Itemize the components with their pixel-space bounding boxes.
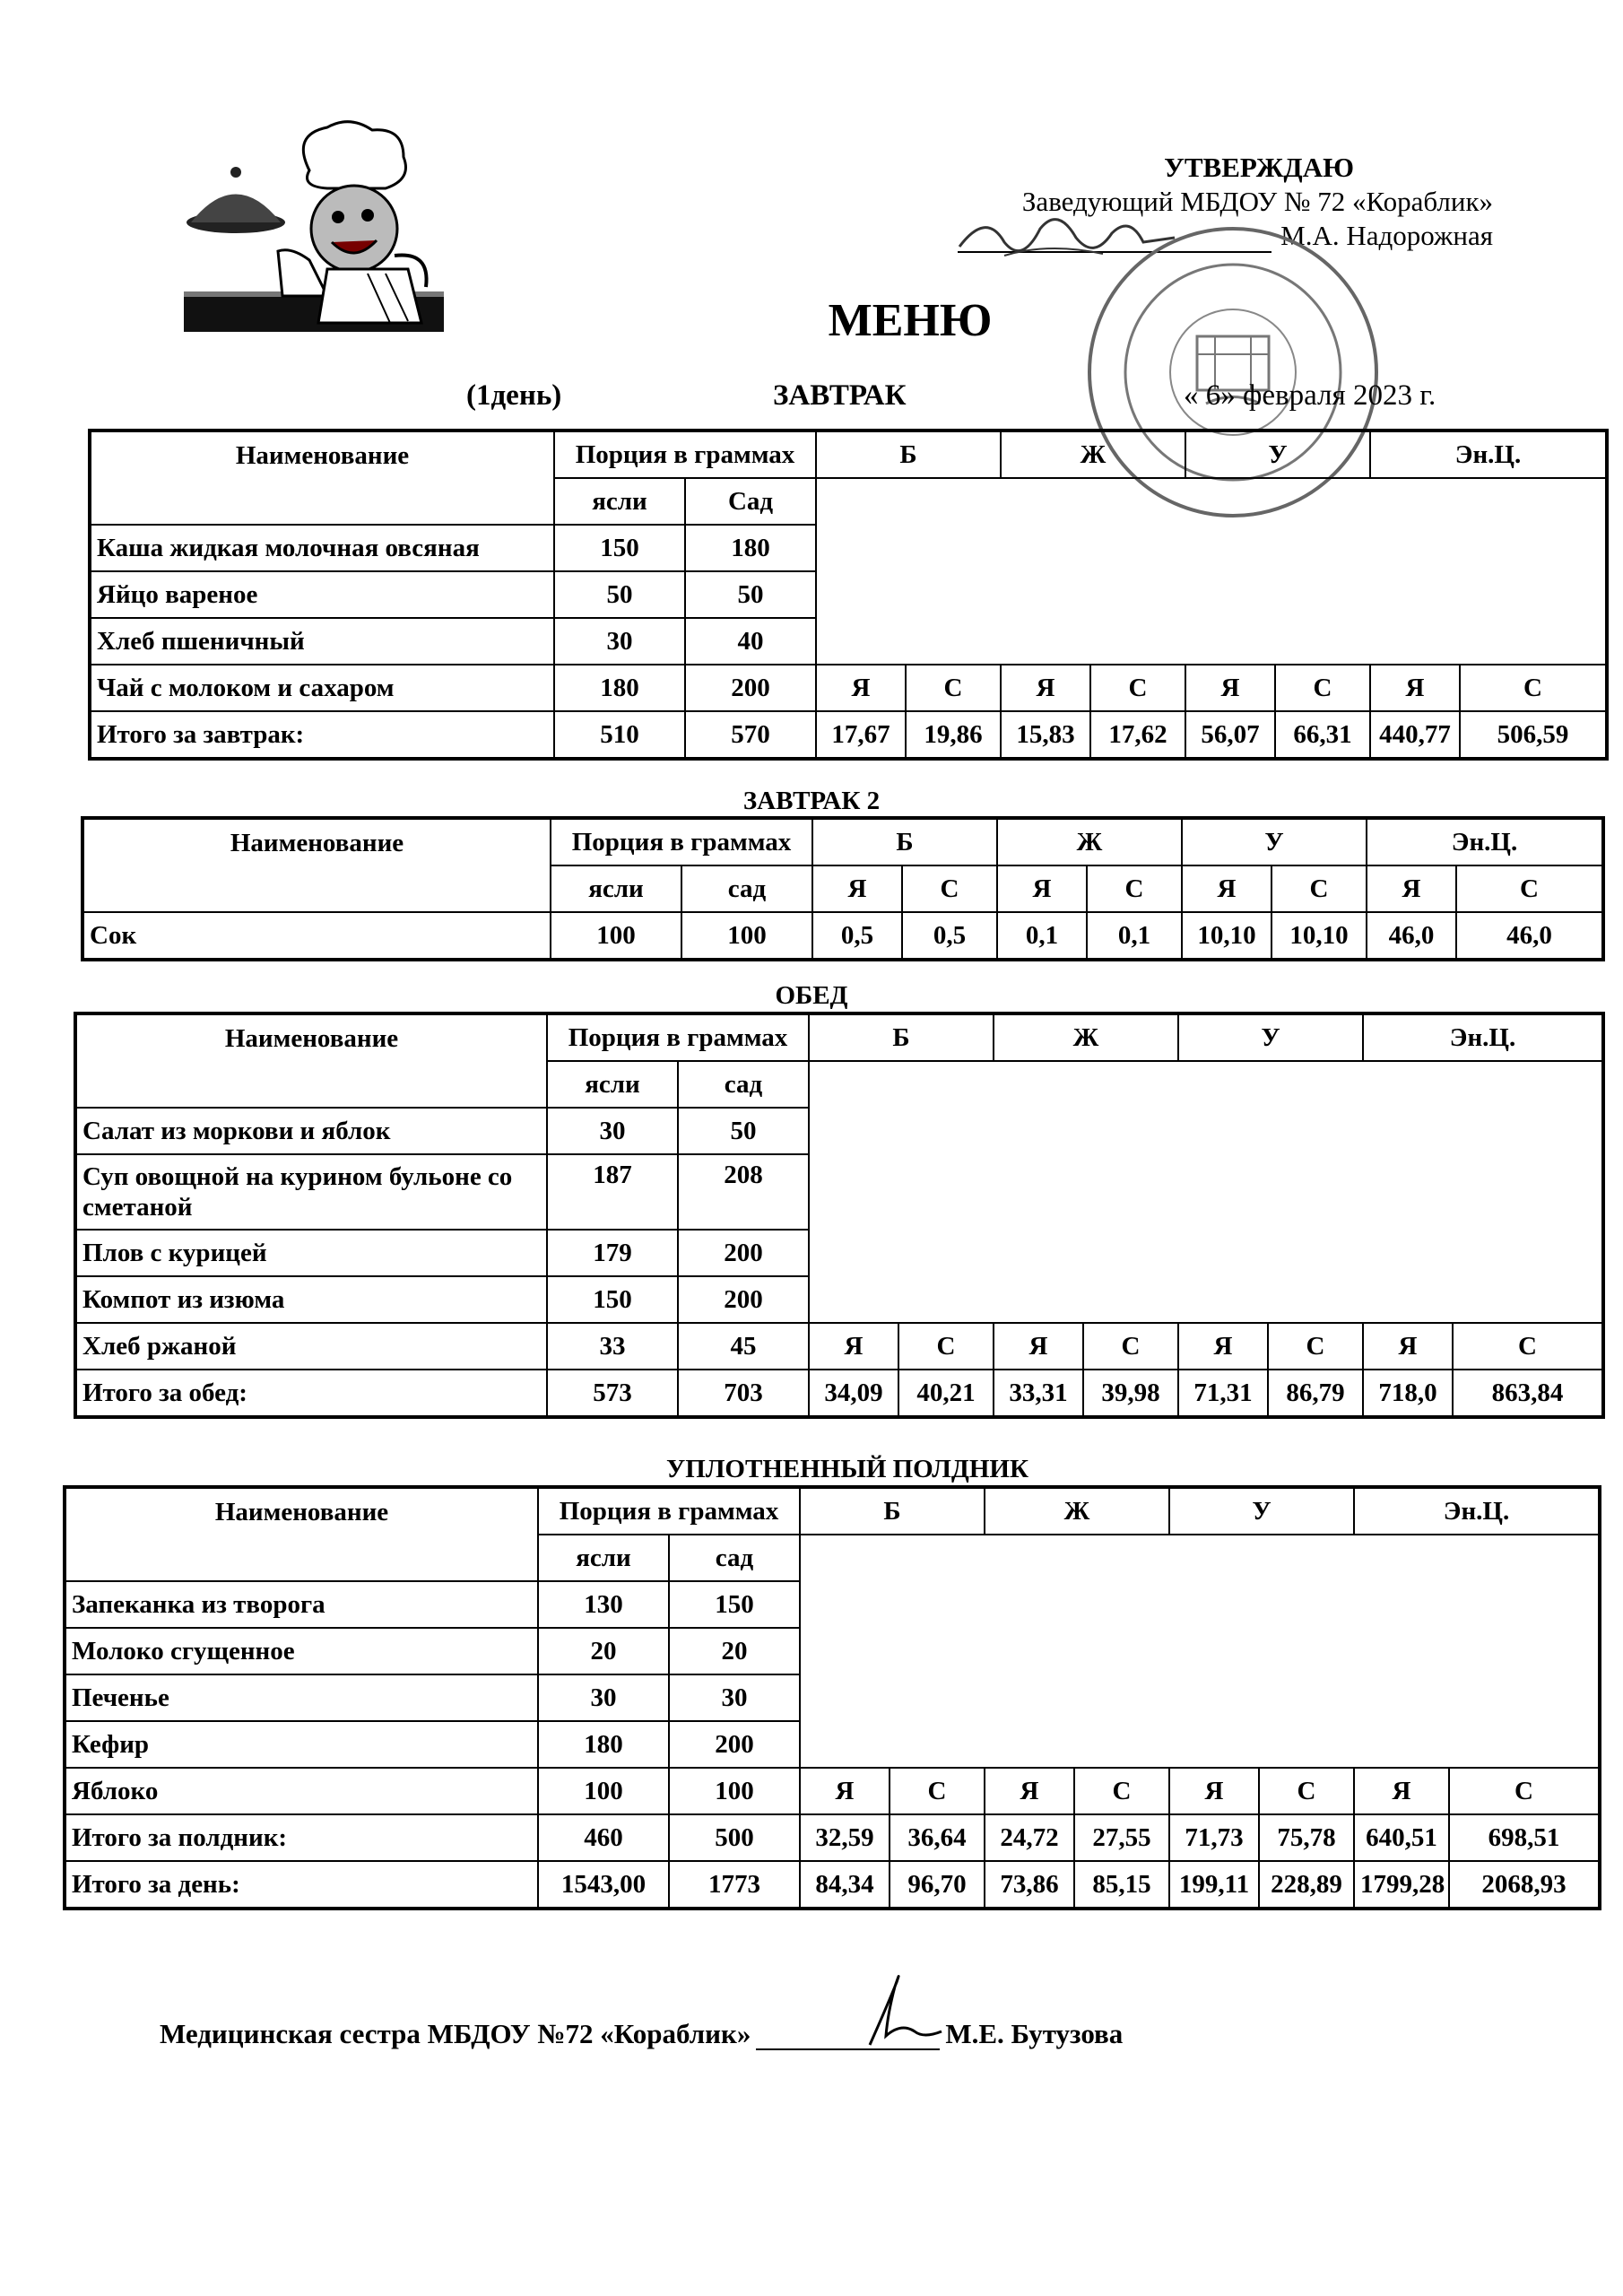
item-nursery: 100 [538, 1768, 669, 1814]
item-nursery: 30 [554, 618, 685, 665]
item-value: 0,5 [902, 912, 997, 960]
item-name: Каша жидкая молочная овсяная [90, 525, 554, 571]
item-garden: 30 [669, 1674, 800, 1721]
subheader-s: С [1074, 1768, 1169, 1814]
subheader-ya: Я [1363, 1323, 1453, 1370]
item-nursery: 50 [554, 571, 685, 618]
total-name: Итого за завтрак: [90, 711, 554, 759]
item-garden: 40 [685, 618, 816, 665]
header-enc: Эн.Ц. [1354, 1487, 1600, 1535]
blank-area [800, 1535, 1600, 1768]
item-nursery: 100 [551, 912, 681, 960]
subheader-ya: Я [1367, 865, 1456, 912]
item-value: 46,0 [1456, 912, 1603, 960]
nurse-signature [852, 1969, 950, 2049]
item-name: Чай с молоком и сахаром [90, 665, 554, 711]
total-row [65, 1814, 1600, 1861]
item-nursery: 180 [554, 665, 685, 711]
page-title: МЕНЮ [828, 295, 993, 346]
header-u: У [1182, 818, 1367, 865]
subheader-s: С [1449, 1768, 1600, 1814]
table-row [65, 1768, 1600, 1814]
item-name: Яйцо вареное [90, 571, 554, 618]
header-enc: Эн.Ц. [1370, 430, 1607, 478]
total-value: 15,83 [1001, 711, 1090, 759]
day-total-row [65, 1861, 1600, 1909]
item-name: Сок [82, 912, 551, 960]
item-nursery: 179 [547, 1230, 678, 1276]
table-row [90, 665, 1607, 711]
item-name: Печенье [65, 1674, 538, 1721]
total-value: 863,84 [1453, 1370, 1603, 1417]
item-name: Запеканка из творога [65, 1581, 538, 1628]
section-title-snack: УПЛОТНЕННЫЙ ПОЛДНИК [665, 1455, 1029, 1483]
item-garden: 150 [669, 1581, 800, 1628]
breakfast2-table [81, 816, 1605, 961]
footer-signer: М.Е. Бутузова [945, 2018, 1124, 2049]
item-value: 46,0 [1367, 912, 1456, 960]
subheader-ya: Я [1178, 1323, 1268, 1370]
total-garden: 570 [685, 711, 816, 759]
footer-signature-line [160, 2016, 1123, 2050]
item-nursery: 150 [547, 1276, 678, 1323]
header-u: У [1178, 1013, 1363, 1061]
item-value: 0,1 [997, 912, 1087, 960]
subheader-ya: Я [800, 1768, 890, 1814]
total-value: 86,79 [1268, 1370, 1363, 1417]
subheader-ya: Я [1001, 665, 1090, 711]
total-value: 34,09 [809, 1370, 898, 1417]
item-garden: 200 [669, 1721, 800, 1768]
subheader-ya: Я [1185, 665, 1275, 711]
total-value: 506,59 [1460, 711, 1607, 759]
total-value: 19,86 [906, 711, 1001, 759]
subheader-ya: Я [1370, 665, 1460, 711]
subheader-s: С [1275, 665, 1370, 711]
day-total-value: 2068,93 [1449, 1861, 1600, 1909]
item-name: Плов с курицей [75, 1230, 547, 1276]
subheader-s: С [898, 1323, 994, 1370]
total-garden: 500 [669, 1814, 800, 1861]
total-value: 27,55 [1074, 1814, 1169, 1861]
total-value: 66,31 [1275, 711, 1370, 759]
header-garden: сад [669, 1535, 800, 1581]
header-zh: Ж [997, 818, 1182, 865]
item-garden: 200 [678, 1230, 809, 1276]
total-value: 71,73 [1169, 1814, 1259, 1861]
header-portion: Порция в граммах [547, 1013, 809, 1061]
header-b: Б [809, 1013, 994, 1061]
snack-table [63, 1485, 1601, 1910]
total-value: 39,98 [1083, 1370, 1178, 1417]
total-nursery: 573 [547, 1370, 678, 1417]
header-u: У [1185, 430, 1370, 478]
header-b: Б [816, 430, 1001, 478]
total-name: Итого за обед: [75, 1370, 547, 1417]
item-value: 0,1 [1087, 912, 1182, 960]
section-title-breakfast2: ЗАВТРАК 2 [742, 787, 881, 815]
item-nursery: 20 [538, 1628, 669, 1674]
total-value: 17,67 [816, 711, 906, 759]
subheader-s: С [890, 1768, 985, 1814]
header-garden: Сад [685, 478, 816, 525]
header-zh: Ж [985, 1487, 1169, 1535]
day-total-value: 1799,28 [1354, 1861, 1449, 1909]
total-value: 718,0 [1363, 1370, 1453, 1417]
subheader-ya: Я [997, 865, 1087, 912]
header-name: Наименование [65, 1487, 538, 1581]
day-total-name: Итого за день: [65, 1861, 538, 1909]
day-label: (1день) [466, 379, 562, 412]
header-zh: Ж [1001, 430, 1185, 478]
meal-label: ЗАВТРАК [773, 379, 907, 412]
header-garden: сад [678, 1061, 809, 1108]
subheader-s: С [1268, 1323, 1363, 1370]
total-garden: 703 [678, 1370, 809, 1417]
date-label: « 6» февраля 2023 г. [1184, 379, 1436, 412]
item-nursery: 33 [547, 1323, 678, 1370]
item-garden: 100 [681, 912, 812, 960]
day-total-value: 199,11 [1169, 1861, 1259, 1909]
blank-area [809, 1061, 1603, 1323]
total-value: 640,51 [1354, 1814, 1449, 1861]
item-nursery: 180 [538, 1721, 669, 1768]
header-nursery: ясли [538, 1535, 669, 1581]
header-b: Б [800, 1487, 985, 1535]
day-total-value: 96,70 [890, 1861, 985, 1909]
subheader-ya: Я [812, 865, 902, 912]
total-value: 33,31 [994, 1370, 1083, 1417]
header-nursery: ясли [554, 478, 685, 525]
item-garden: 45 [678, 1323, 809, 1370]
header-nursery: ясли [551, 865, 681, 912]
header-nursery: ясли [547, 1061, 678, 1108]
subheader-ya: Я [1169, 1768, 1259, 1814]
item-nursery: 30 [547, 1108, 678, 1154]
approval-signer: М.А. Надорожная [1280, 220, 1493, 251]
item-garden: 200 [678, 1276, 809, 1323]
total-name: Итого за полдник: [65, 1814, 538, 1861]
item-garden: 208 [678, 1154, 809, 1230]
subheader-s: С [902, 865, 997, 912]
subheader-s: С [1259, 1768, 1354, 1814]
item-name: Салат из моркови и яблок [75, 1108, 547, 1154]
total-nursery: 510 [554, 711, 685, 759]
lunch-table [74, 1012, 1605, 1419]
item-value: 10,10 [1182, 912, 1271, 960]
item-garden: 200 [685, 665, 816, 711]
total-value: 440,77 [1370, 711, 1460, 759]
day-total-nursery: 1543,00 [538, 1861, 669, 1909]
header-enc: Эн.Ц. [1363, 1013, 1603, 1061]
total-row [90, 711, 1607, 759]
subheader-ya: Я [994, 1323, 1083, 1370]
item-nursery: 150 [554, 525, 685, 571]
section-title-lunch: ОБЕД [775, 981, 848, 1010]
total-value: 40,21 [898, 1370, 994, 1417]
table-row [75, 1323, 1603, 1370]
item-garden: 20 [669, 1628, 800, 1674]
day-total-value: 73,86 [985, 1861, 1074, 1909]
item-name: Кефир [65, 1721, 538, 1768]
item-nursery: 187 [547, 1154, 678, 1230]
header-portion: Порция в граммах [538, 1487, 800, 1535]
subheader-s: С [1453, 1323, 1603, 1370]
item-garden: 50 [678, 1108, 809, 1154]
header-u: У [1169, 1487, 1354, 1535]
item-garden: 100 [669, 1768, 800, 1814]
footer-left-text: Медицинская сестра МБДОУ №72 «Кораблик» [160, 2018, 751, 2049]
subheader-s: С [1090, 665, 1185, 711]
total-value: 71,31 [1178, 1370, 1268, 1417]
subheader-s: С [1456, 865, 1603, 912]
item-nursery: 30 [538, 1674, 669, 1721]
approval-position: Заведующий МБДОУ № 72 «Кораблик» [1021, 186, 1493, 217]
item-name: Молоко сгущенное [65, 1628, 538, 1674]
total-value: 75,78 [1259, 1814, 1354, 1861]
total-nursery: 460 [538, 1814, 669, 1861]
subheader-ya: Я [816, 665, 906, 711]
day-total-value: 85,15 [1074, 1861, 1169, 1909]
subheader-ya: Я [809, 1323, 898, 1370]
item-name: Хлеб пшеничный [90, 618, 554, 665]
subheader-s: С [1271, 865, 1367, 912]
total-row [75, 1370, 1603, 1417]
item-name: Компот из изюма [75, 1276, 547, 1323]
item-name: Суп овощной на курином бульоне со сметаной [75, 1154, 547, 1230]
total-value: 24,72 [985, 1814, 1074, 1861]
item-garden: 50 [685, 571, 816, 618]
subheader-s: С [1083, 1323, 1178, 1370]
header-zh: Ж [994, 1013, 1178, 1061]
header-garden: сад [681, 865, 812, 912]
total-value: 56,07 [1185, 711, 1275, 759]
subheader-ya: Я [985, 1768, 1074, 1814]
total-value: 36,64 [890, 1814, 985, 1861]
item-name: Хлеб ржаной [75, 1323, 547, 1370]
header-portion: Порция в граммах [551, 818, 812, 865]
subheader-ya: Я [1354, 1768, 1449, 1814]
subheader-s: С [1087, 865, 1182, 912]
subheader-s: С [1460, 665, 1607, 711]
item-value: 10,10 [1271, 912, 1367, 960]
header-b: Б [812, 818, 997, 865]
total-value: 17,62 [1090, 711, 1185, 759]
day-total-value: 228,89 [1259, 1861, 1354, 1909]
item-value: 0,5 [812, 912, 902, 960]
header-portion: Порция в граммах [554, 430, 816, 478]
day-total-value: 84,34 [800, 1861, 890, 1909]
item-name: Яблоко [65, 1768, 538, 1814]
blank-area [816, 478, 1607, 665]
item-nursery: 130 [538, 1581, 669, 1628]
total-value: 32,59 [800, 1814, 890, 1861]
header-enc: Эн.Ц. [1367, 818, 1603, 865]
header-name: Наименование [75, 1013, 547, 1108]
header-name: Наименование [82, 818, 551, 912]
subheader-s: С [906, 665, 1001, 711]
day-total-garden: 1773 [669, 1861, 800, 1909]
approval-title: УТВЕРЖДАЮ [1164, 152, 1354, 183]
subheader-ya: Я [1182, 865, 1271, 912]
header-name: Наименование [90, 430, 554, 525]
table-row [82, 912, 1603, 960]
item-garden: 180 [685, 525, 816, 571]
total-value: 698,51 [1449, 1814, 1600, 1861]
breakfast-table [88, 429, 1609, 761]
